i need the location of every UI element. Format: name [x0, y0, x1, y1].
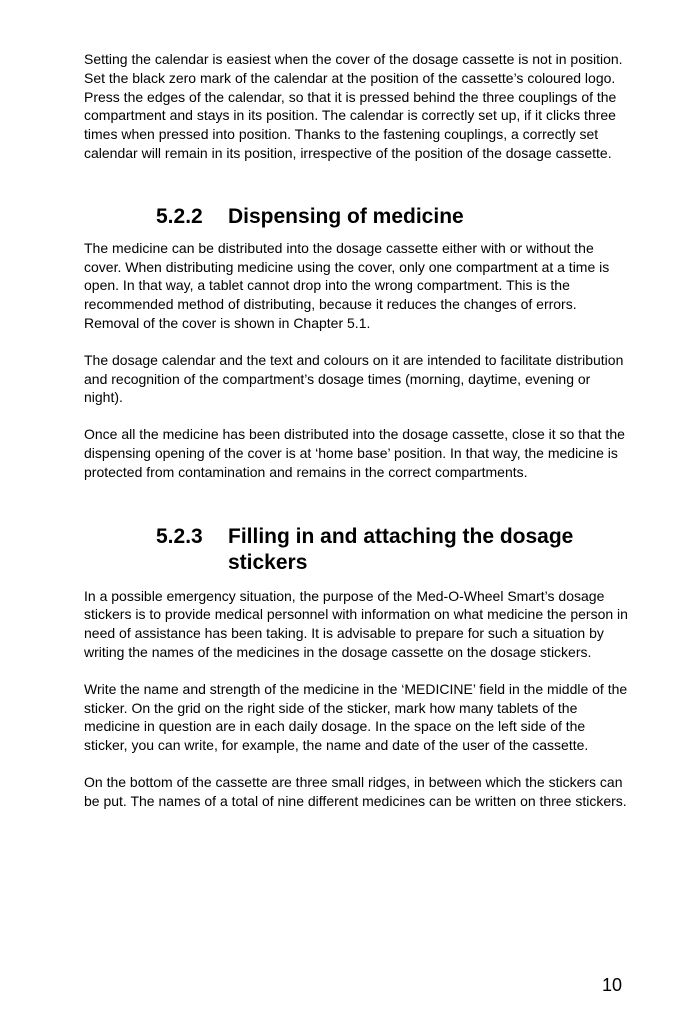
page-number: 10 [601, 975, 622, 995]
paragraph-stickers-1: In a possible emergency situation, the purpose of the Med-O-Wheel Smart’s dosage stickers is to provide medical personnel with information on what medicine the person in need of assistance has been taking. It is advisable to prepare for such a situation by writing the names of the medicines in the dosage cassette on the dosage stickers. [84, 587, 628, 660]
section-heading-5-2-2 [84, 204, 629, 230]
paragraph-dispensing-3: Once all the medicine has been distributed into the dosage cassette, close it so that the dispensing opening of the cover is at ‘home base’ position. In that way, the medicine is protected from contamination and remains in the correct compartments. [84, 426, 625, 480]
paragraph-dispensing-1: The medicine can be distributed into the dosage cassette either with or without the cover. When distributing medicine using the cover, only one compartment at a time is open. In that way, a tablet cannot drop into the wrong compartment. This is the recommended method of distributing, because it reduces the changes of errors. Removal of the cover is shown in Chapter 5.1. [84, 239, 610, 331]
section-title: Dispensing of medicine [228, 204, 464, 228]
section-heading-5-2-3 [84, 524, 629, 576]
paragraph-stickers-3: On the bottom of the cassette are three small ridges, in between which the stickers can be put. The names of a total of nine different medicines can be written on three stickers. [84, 773, 627, 809]
section-number: 5.2.3 [156, 524, 203, 548]
paragraph-stickers-2: Write the name and strength of the medicine in the ‘MEDICINE’ field in the middle of the sticker. On the grid on the right side of the sticker, mark how many tablets of the medicine in question are in each daily dosage. In the space on the left side of the sticker, you can write, for example, the name and date of the user of the cassette. [84, 680, 628, 754]
paragraph-dispensing-2: The dosage calendar and the text and colours on it are intended to facilitate distribution and recognition of the compartment’s dosage times (morning, daytime, evening or night). [84, 351, 624, 406]
section-number: 5.2.2 [156, 204, 203, 228]
intro-paragraph: Setting the calendar is easiest when the cover of the dosage cassette is not in position. Set the black zero mark of the calendar at the position of the cassette’s coloured logo. Press the edges of the calendar, so that it is pressed behind the three couplings of the compartment and stays in its position. The calendar is correctly set up, if it clicks three times when pressed into position. Thanks to the fastening couplings, a correctly set calendar will remain in its position, irrespective of the position of the dosage cassette. [84, 51, 623, 161]
document-page [84, 50, 629, 811]
section-title: Filling in and attaching the dosage stickers [228, 524, 574, 574]
